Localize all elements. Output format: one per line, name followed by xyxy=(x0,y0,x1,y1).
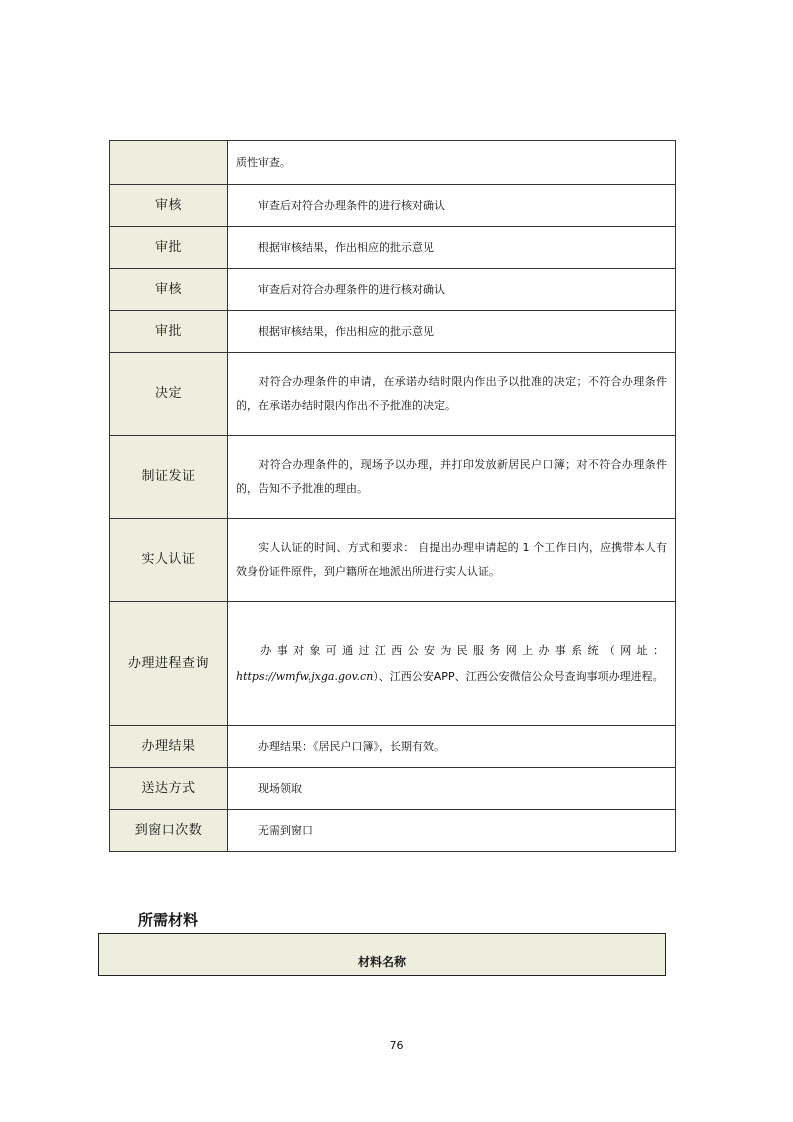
row-content xyxy=(228,353,676,436)
row-content xyxy=(228,185,676,227)
row-content-text: 根据审核结果，作出相应的批示意见 xyxy=(258,324,434,338)
row-label: 审核 xyxy=(110,185,228,227)
row-content xyxy=(228,519,676,602)
row-label xyxy=(110,141,228,185)
row-label: 办理结果 xyxy=(110,726,228,768)
table-row xyxy=(110,141,676,185)
row-content-text: 根据审核结果，作出相应的批示意见 xyxy=(258,240,434,254)
table-row xyxy=(110,602,676,726)
row-content-text: 审查后对符合办理条件的进行核对确认 xyxy=(258,282,445,296)
row-content xyxy=(228,768,676,810)
materials-header: 材料名称 xyxy=(357,955,406,969)
row-label: 到窗口次数 xyxy=(110,810,228,852)
row-content-text: 对符合办理条件的申请，在承诺办结时限内作出予以批准的决定；不符合办理条件的，在承诺办结时限内作出不予批准的决定。 xyxy=(236,375,667,412)
row-content xyxy=(228,726,676,768)
row-label: 决定 xyxy=(110,353,228,436)
row-label: 审批 xyxy=(110,311,228,353)
row-content-text: 办理结果：《居民户口簿》，长期有效。 xyxy=(258,739,445,753)
row-content xyxy=(228,810,676,852)
row-label: 审核 xyxy=(110,269,228,311)
table-row xyxy=(110,436,676,519)
row-content-text: ）、江西公安APP、江西公安微信公众号查询事项办理进程。 xyxy=(373,669,664,683)
table-row xyxy=(110,227,676,269)
row-content-text: 对符合办理条件的，现场予以办理，并打印发放新居民户口簿；对不符合办理条件的，告知不予批准的理由。 xyxy=(236,458,667,495)
table-row xyxy=(110,353,676,436)
row-label: 审批 xyxy=(110,227,228,269)
table-row xyxy=(110,269,676,311)
row-label: 送达方式 xyxy=(110,768,228,810)
materials-table xyxy=(98,933,666,976)
procedure-table xyxy=(109,140,676,852)
table-row xyxy=(110,810,676,852)
table-row xyxy=(110,726,676,768)
row-content-text: 无需到窗口 xyxy=(258,823,313,837)
row-label: 制证发证 xyxy=(110,436,228,519)
page-number: 76 xyxy=(389,1039,404,1052)
row-content xyxy=(228,602,676,726)
row-content: 质性审查。 xyxy=(228,141,676,185)
table-row xyxy=(110,311,676,353)
query-url: https://wmfw.jxga.gov.cn xyxy=(236,669,374,683)
row-content xyxy=(228,436,676,519)
row-content-text: 现场领取 xyxy=(258,781,302,795)
table-row xyxy=(110,519,676,602)
row-label: 实人认证 xyxy=(110,519,228,602)
table-row xyxy=(110,185,676,227)
table-row xyxy=(110,768,676,810)
row-content-text: 实人认证的时间、方式和要求： 自提出办理申请起的 1 个工作日内，应携带本人有效身份证件原件，到户籍所在地派出所进行实人认证。 xyxy=(236,541,667,578)
row-content-text: 办事对象可通过江西公安为民服务网上办事系统（网址： xyxy=(258,643,667,657)
row-content xyxy=(228,311,676,353)
section-title-materials: 所需材料 xyxy=(138,911,199,929)
row-content-text: 审查后对符合办理条件的进行核对确认 xyxy=(258,198,445,212)
row-label: 办理进程查询 xyxy=(110,602,228,726)
row-content xyxy=(228,227,676,269)
row-content xyxy=(228,269,676,311)
